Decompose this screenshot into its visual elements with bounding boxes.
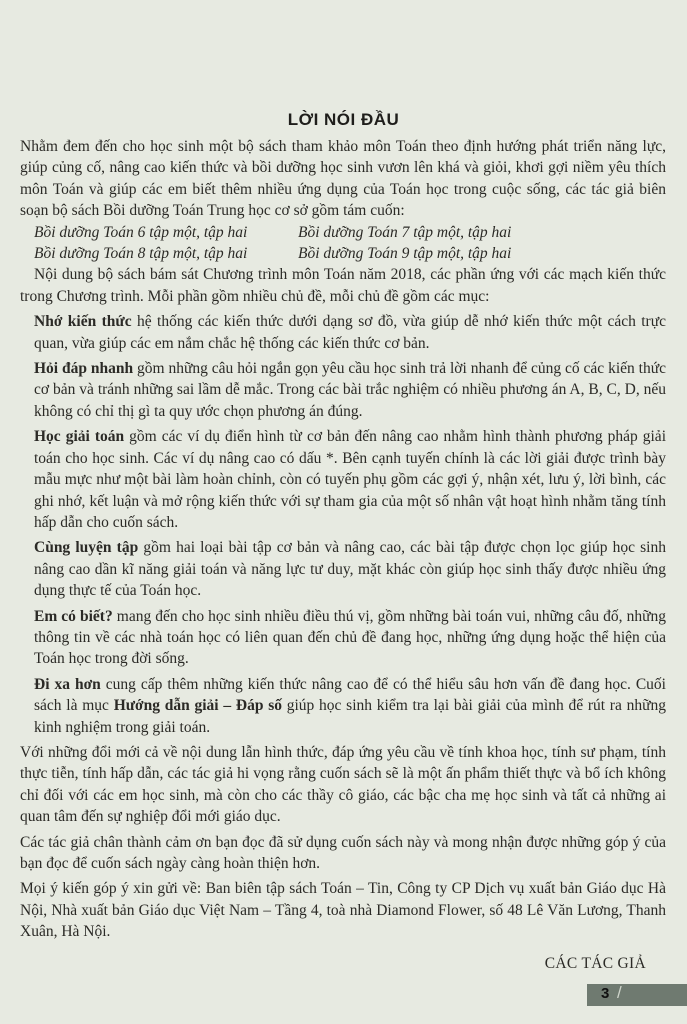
section-heading: Em có biết? (34, 607, 113, 625)
thanks-paragraph: Các tác giả chân thành cảm ơn bạn đọc đã sử dụng cuốn sách này và mong nhận được những góp ý của bạn đọc để cuốn sách ngày càng hoàn thiện hơn. (20, 833, 666, 872)
book-item: Bồi dưỡng Toán 7 tập một, tập hai (298, 223, 512, 241)
book-item: Bồi dưỡng Toán 9 tập một, tập hai (298, 245, 512, 263)
book-item: Bồi dưỡng Toán 6 tập một, tập hai (34, 223, 248, 241)
section-hoc-giai-toan (20, 426, 666, 533)
section-text: mang đến cho học sinh nhiều điều thú vị, gồm những bài toán vui, những câu đố, những thông tin về các nhà toán học có liên quan đến chủ đề đang học, những ứng dụng hoặc thể hiện của Toán học trong đời sống. (34, 607, 666, 668)
section-heading: Đi xa hơn (34, 675, 101, 693)
section-nho-kien-thuc (20, 311, 666, 354)
section-heading-secondary: Hướng dẫn giải – Đáp số (113, 697, 282, 715)
document-body (20, 136, 666, 974)
contact-paragraph: Mọi ý kiến góp ý xin gửi về: Ban biên tập sách Toán – Tin, Công ty CP Dịch vụ xuất bản Giáo dục Hà Nội, Nhà xuất bản Giáo dục Việt Nam – Tầng 4, toà nhà Diamond Flower, số 48 Lê Văn Lương, Thanh Xuân, Hà Nội. (20, 880, 666, 941)
intro-paragraph: Nhằm đem đến cho học sinh một bộ sách tham khảo môn Toán theo định hướng phát triển năng lực, giúp củng cố, nâng cao kiến thức và bồi dưỡng học sinh vươn lên khá và giỏi, khơi gợi niềm yêu thích môn Toán và giúp các em biết thêm nhiều ứng dụng của Toán học trong cuộc sống, các tác giả biên soạn bộ sách Bồi dưỡng Toán Trung học cơ sở gồm tám cuốn: (20, 138, 666, 220)
page-number-tab (587, 984, 687, 1006)
page-title: LỜI NÓI ĐẦU (287, 110, 400, 129)
content-intro-paragraph: Nội dung bộ sách bám sát Chương trình môn Toán năm 2018, các phần ứng với các mạch kiến thức trong Chương trình. Mỗi phần gồm nhiều chủ đề, mỗi chủ đề gồm các mục: (20, 266, 666, 305)
section-heading: Cùng luyện tập (34, 539, 139, 557)
section-text: gồm những câu hỏi ngắn gọn yêu cầu học sinh trả lời nhanh để củng cố các kiến thức cơ bản và tránh những sai lầm dễ mắc. Trong các bài trắc nghiệm có nhiều phương án A, B, C, D, nếu không có chỉ thị gì ta quy ước chọn phương án đúng. (34, 360, 666, 420)
section-di-xa-hon (20, 674, 666, 738)
signature: CÁC TÁC GIẢ (544, 954, 646, 972)
section-heading: Nhớ kiến thức (34, 313, 132, 331)
section-text: gồm các ví dụ điển hình từ cơ bản đến nâng cao nhằm hình thành phương pháp giải toán cho học sinh. Các ví dụ nâng cao có dấu *. Bên cạnh tuyến chính là các lời giải được trình bày mẫu mực như một bài làm hoàn chỉnh, còn có tuyến phụ gồm các gợi ý, nhận xét, lưu ý, lời bình, các ghi nhớ, kết luận và mở rộng kiến thức với sự tham gia của một số nhân vật hoạt hình nhằm tăng tính hấp dẫn cho cuốn sách. (34, 428, 666, 531)
book-list (20, 222, 666, 265)
section-em-co-biet (20, 606, 666, 670)
section-text-secondary: giúp học sinh kiểm tra lại bài giải của mình để rút ra những kinh nghiệm trong giải toán. (34, 697, 667, 736)
section-hoi-dap-nhanh (20, 358, 666, 422)
slash-decoration-icon: / (617, 983, 622, 1002)
section-text: cung cấp thêm những kiến thức nâng cao để có thể hiểu sâu hơn vấn đề đang học. Cuối sách là mục (34, 675, 666, 715)
page-number: 3 (601, 985, 610, 1002)
section-text: gồm hai loại bài tập cơ bản và nâng cao, các bài tập được chọn lọc giúp học sinh nâng cao dần kĩ năng giải toán và năng lực tư duy, mặt khác còn giúp học sinh thấy được nhiều ứng dụng thực tế của Toán học. (34, 539, 666, 600)
section-heading: Hỏi đáp nhanh (34, 360, 134, 378)
section-heading: Học giải toán (34, 428, 125, 446)
book-item: Bồi dưỡng Toán 8 tập một, tập hai (34, 245, 248, 263)
hope-paragraph: Với những đổi mới cả về nội dung lẫn hình thức, đáp ứng yêu cầu về tính khoa học, tính sư phạm, tính thực tiễn, tính hấp dẫn, các tác giả hi vọng rằng cuốn sách sẽ là một ấn phẩm thiết thực và bổ ích không chỉ đối với các em học sinh, mà còn cho các thầy cô giáo, các bậc cha mẹ học sinh và tất cả những ai quan tâm đến sự nghiệp đổi mới giáo dục. (20, 743, 666, 826)
section-cung-luyen-tap (20, 537, 666, 601)
section-text: hệ thống các kiến thức dưới dạng sơ đồ, vừa giúp dễ nhớ kiến thức một cách trực quan, vừa giúp các em nắm chắc hệ thống các kiến thức cơ bản. (34, 313, 666, 352)
